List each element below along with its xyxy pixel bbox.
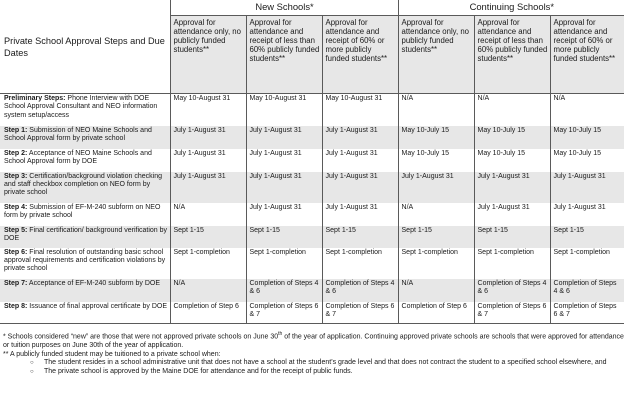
step-label bbox=[0, 279, 170, 302]
table-cell: Sept 1-15 bbox=[474, 226, 550, 248]
table-cell: N/A bbox=[170, 279, 246, 302]
step-name: Step 2: bbox=[4, 149, 28, 157]
step-description: Acceptance of EF-M-240 subform by DOE bbox=[27, 279, 161, 287]
column-header: Approval for attendance only, no publicly funded students** bbox=[170, 16, 246, 94]
footnote-new-schools: * Schools considered “new” are those that were not approved private schools on June 30th of the year of application. Continuing approved private schools are schools that were approved for attendance or tuition purposes on June 30th of the year of application. bbox=[3, 331, 624, 349]
table-cell: Sept 1-15 bbox=[170, 226, 246, 248]
step-name: Step 7: bbox=[4, 279, 28, 287]
table-cell: Completion of Steps 4 & 6 bbox=[322, 279, 398, 302]
step-label bbox=[0, 172, 170, 203]
step-label bbox=[0, 149, 170, 172]
table-row bbox=[0, 302, 624, 324]
table-cell: July 1-August 31 bbox=[550, 203, 624, 226]
step-description: Submission of NEO Maine Schools and School Approval form by private school bbox=[4, 126, 152, 142]
table-cell: Completion of Steps 4 & 6 bbox=[550, 279, 624, 302]
footnotes bbox=[0, 330, 624, 376]
step-description: Final certification/ background verification by DOE bbox=[4, 226, 168, 242]
table-cell: Completion of Step 6 bbox=[170, 302, 246, 324]
footnote-publicly-funded: ** A publicly funded student may be tuitioned to a private school when: bbox=[3, 350, 221, 358]
step-label bbox=[0, 226, 170, 248]
table-cell: July 1-August 31 bbox=[398, 172, 474, 203]
table-cell: N/A bbox=[398, 279, 474, 302]
footnote-bullet: ○ The student resides in a school administrative unit that does not have a school at the student’s grade level and that does not contract the student to a specified school elsewhere, and bbox=[44, 359, 624, 368]
step-description: Submission of EF-M-240 subform on NEO form by private school bbox=[4, 203, 161, 219]
table-row bbox=[0, 203, 624, 226]
column-header: Approval for attendance and receipt of less than 60% publicly funded students** bbox=[246, 16, 322, 94]
table-cell: July 1-August 31 bbox=[170, 149, 246, 172]
table-cell: Sept 1-completion bbox=[246, 248, 322, 279]
column-header: Approval for attendance and receipt of 60% or more publicly funded students** bbox=[322, 16, 398, 94]
step-label bbox=[0, 126, 170, 149]
table-cell: May 10-August 31 bbox=[170, 94, 246, 126]
table-cell: Sept 1-completion bbox=[322, 248, 398, 279]
table-cell: July 1-August 31 bbox=[474, 203, 550, 226]
table-cell: Sept 1-15 bbox=[550, 226, 624, 248]
table-cell: May 10-July 15 bbox=[474, 149, 550, 172]
table-cell: Completion of Steps 6 & 7 bbox=[246, 302, 322, 324]
table-cell: Sept 1-15 bbox=[322, 226, 398, 248]
table-cell: May 10-July 15 bbox=[398, 149, 474, 172]
table-cell: N/A bbox=[550, 94, 624, 126]
table-cell: Completion of Steps 6 & 7 bbox=[550, 302, 624, 324]
table-cell: May 10-July 15 bbox=[550, 126, 624, 149]
table-cell: July 1-August 31 bbox=[246, 172, 322, 203]
step-name: Preliminary Steps: bbox=[4, 95, 66, 102]
step-name: Step 4: bbox=[4, 203, 28, 211]
step-name: Step 8: bbox=[4, 302, 28, 310]
step-description: Phone Interview with DOE School Approval Consultant and NEO information system setup/access bbox=[4, 95, 158, 119]
table-cell: July 1-August 31 bbox=[246, 126, 322, 149]
step-description: Certification/background violation checking and staff checkbox completion on NEO form by private school bbox=[4, 172, 162, 197]
step-name: Step 6: bbox=[4, 248, 28, 256]
table-cell: N/A bbox=[398, 203, 474, 226]
table-row bbox=[0, 248, 624, 279]
step-name: Step 1: bbox=[4, 126, 28, 134]
column-header: Approval for attendance and receipt of less than 60% publicly funded students** bbox=[474, 16, 550, 94]
table-cell: July 1-August 31 bbox=[322, 126, 398, 149]
table-cell: Sept 1-completion bbox=[550, 248, 624, 279]
table-cell: May 10-July 15 bbox=[550, 149, 624, 172]
table-row bbox=[0, 94, 624, 126]
table-cell: July 1-August 31 bbox=[322, 149, 398, 172]
table-cell: May 10-July 15 bbox=[398, 126, 474, 149]
table-cell: July 1-August 31 bbox=[550, 172, 624, 203]
table-cell: July 1-August 31 bbox=[170, 126, 246, 149]
step-name: Step 5: bbox=[4, 226, 28, 234]
step-name: Step 3: bbox=[4, 172, 28, 180]
table-cell: N/A bbox=[170, 203, 246, 226]
step-description: Final resolution of outstanding basic school approval requirements and certification violations by private school bbox=[4, 248, 166, 273]
table-cell: Completion of Steps 6 & 7 bbox=[322, 302, 398, 324]
step-label bbox=[0, 203, 170, 226]
table-cell: July 1-August 31 bbox=[474, 172, 550, 203]
table-cell: N/A bbox=[474, 94, 550, 126]
step-description: Acceptance of NEO Maine Schools and School Approval form by DOE bbox=[4, 149, 152, 165]
table-row bbox=[0, 149, 624, 172]
table-cell: Completion of Step 6 bbox=[398, 302, 474, 324]
table-cell: May 10-July 15 bbox=[474, 126, 550, 149]
table-cell: July 1-August 31 bbox=[322, 203, 398, 226]
group-new-schools: New Schools* bbox=[170, 0, 398, 16]
table-cell: N/A bbox=[398, 94, 474, 126]
table-title: Private School Approval Steps and Due Dates bbox=[0, 0, 170, 94]
table-cell: Sept 1-completion bbox=[474, 248, 550, 279]
table-cell: May 10-August 31 bbox=[322, 94, 398, 126]
table-cell: Completion of Steps 4 & 6 bbox=[246, 279, 322, 302]
table-cell: Sept 1-15 bbox=[246, 226, 322, 248]
table-cell: July 1-August 31 bbox=[246, 203, 322, 226]
footnote-bullet: ○ The private school is approved by the Maine DOE for attendance and for the receipt of public funds. bbox=[44, 368, 624, 377]
table-cell: Completion of Steps 4 & 6 bbox=[474, 279, 550, 302]
table-row bbox=[0, 279, 624, 302]
table-row bbox=[0, 172, 624, 203]
table-row bbox=[0, 126, 624, 149]
table-cell: July 1-August 31 bbox=[322, 172, 398, 203]
step-label bbox=[0, 94, 170, 126]
table-row bbox=[0, 226, 624, 248]
table-cell: Sept 1-15 bbox=[398, 226, 474, 248]
table-cell: July 1-August 31 bbox=[170, 172, 246, 203]
step-label bbox=[0, 248, 170, 279]
table-cell: Sept 1-completion bbox=[398, 248, 474, 279]
footnote-bullet-list bbox=[0, 359, 624, 376]
column-header: Approval for attendance and receipt of 60% or more publicly funded students** bbox=[550, 16, 624, 94]
column-header: Approval for attendance only, no publicly funded students** bbox=[398, 16, 474, 94]
step-label bbox=[0, 302, 170, 324]
group-header-row bbox=[0, 0, 624, 16]
table-cell: July 1-August 31 bbox=[246, 149, 322, 172]
table-cell: May 10-August 31 bbox=[246, 94, 322, 126]
table-cell: Sept 1-completion bbox=[170, 248, 246, 279]
step-description: Issuance of final approval certificate by DOE bbox=[27, 302, 168, 310]
group-continuing-schools: Continuing Schools* bbox=[398, 0, 624, 16]
table-cell: Completion of Steps 6 & 7 bbox=[474, 302, 550, 324]
